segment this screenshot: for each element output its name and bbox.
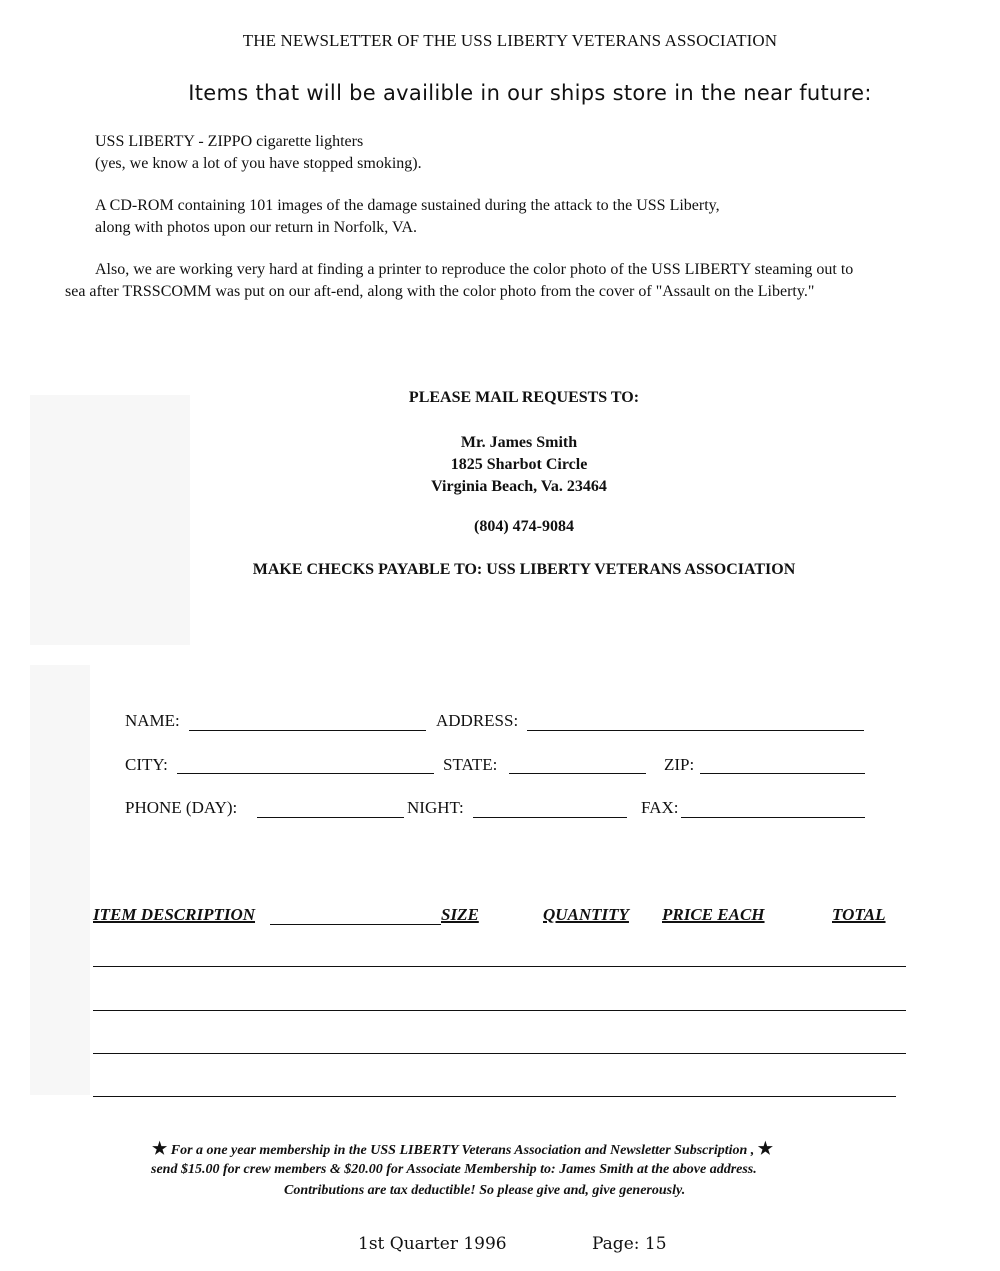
- page-headline: Items that will be availible in our ships store in the near future:: [188, 81, 872, 105]
- mail-city: Virginia Beach, Va. 23464: [431, 478, 607, 495]
- table-row[interactable]: [93, 1053, 906, 1054]
- mail-street: 1825 Sharbot Circle: [450, 456, 588, 473]
- membership-line2: send $15.00 for crew members & $20.00 for Associate Membership to: James Smith at the above address.: [151, 1162, 757, 1177]
- col-price-each: PRICE EACH: [662, 905, 765, 924]
- col-total: TOTAL: [832, 905, 886, 924]
- zip-label: ZIP:: [664, 755, 695, 774]
- issue-date: 1st Quarter 1996: [358, 1234, 507, 1254]
- col-item-description: ITEM DESCRIPTION: [93, 905, 256, 924]
- name-label: NAME:: [125, 711, 180, 730]
- item-cdrom-line1: A CD-ROM containing 101 images of the damage sustained during the attack to the USS Liberty,: [95, 197, 720, 214]
- mail-phone: (804) 474-9084: [474, 518, 574, 535]
- membership-line1: ★ For a one year membership in the USS LIBERTY Veterans Association and Newsletter Subscription , ★: [152, 1139, 774, 1158]
- table-row[interactable]: [93, 1010, 906, 1011]
- item-zippo-line2: (yes, we know a lot of you have stopped smoking).: [95, 155, 422, 172]
- zip-field[interactable]: [700, 773, 865, 774]
- mail-address: [19, 432, 1000, 498]
- star-icon: ★: [757, 1139, 774, 1158]
- header-rule: [270, 924, 441, 925]
- checks-payable: MAKE CHECKS PAYABLE TO: USS LIBERTY VETERANS ASSOCIATION: [252, 561, 796, 578]
- phone-day-field[interactable]: [257, 817, 404, 818]
- address-label: ADDRESS:: [436, 711, 519, 730]
- state-label: STATE:: [443, 755, 498, 774]
- membership-line3: Contributions are tax deductible! So please give and, give generously.: [284, 1183, 686, 1198]
- phone-day-label: PHONE (DAY):: [125, 798, 238, 817]
- item-photo-line2: sea after TRSSCOMM was put on our aft-end, along with the color photo from the cover of "Assault on the Liberty.": [65, 283, 815, 300]
- fax-field[interactable]: [681, 817, 865, 818]
- mail-heading: PLEASE MAIL REQUESTS TO:: [408, 389, 640, 406]
- name-field[interactable]: [189, 730, 426, 731]
- item-zippo: [95, 131, 422, 175]
- mail-name: Mr. James Smith: [460, 434, 578, 451]
- col-quantity: QUANTITY: [543, 905, 629, 924]
- page-number: Page: 15: [592, 1234, 667, 1254]
- col-size: SIZE: [441, 905, 479, 924]
- masthead: THE NEWSLETTER OF THE USS LIBERTY VETERANS ASSOCIATION: [242, 31, 778, 50]
- item-cdrom-line2: along with photos upon our return in Norfolk, VA.: [95, 219, 418, 236]
- item-photo-line1: Also, we are working very hard at finding a printer to reproduce the color photo of the USS LIBERTY steaming out to: [95, 261, 854, 278]
- fax-label: FAX:: [641, 798, 679, 817]
- table-row[interactable]: [93, 966, 906, 967]
- phone-night-field[interactable]: [473, 817, 627, 818]
- star-icon: ★: [152, 1139, 168, 1158]
- address-field[interactable]: [527, 730, 864, 731]
- table-row[interactable]: [93, 1096, 896, 1097]
- item-cdrom: [95, 195, 720, 239]
- scan-shading: [30, 665, 90, 1095]
- item-zippo-line1: USS LIBERTY - ZIPPO cigarette lighters: [95, 133, 364, 150]
- state-field[interactable]: [509, 773, 646, 774]
- phone-night-label: NIGHT:: [407, 798, 464, 817]
- city-label: CITY:: [125, 755, 168, 774]
- city-field[interactable]: [177, 773, 434, 774]
